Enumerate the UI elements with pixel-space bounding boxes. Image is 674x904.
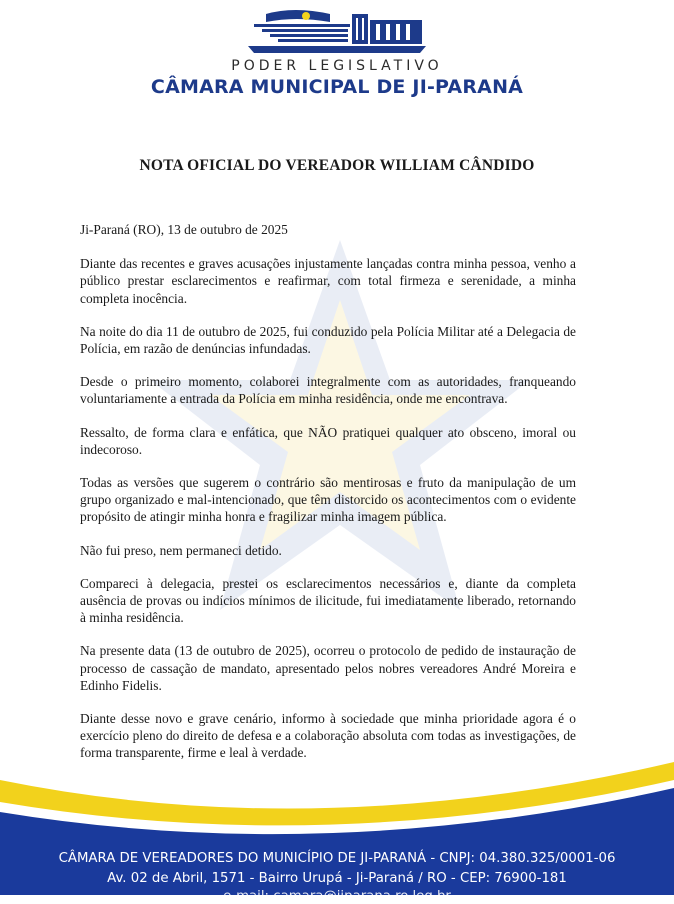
document-body [80, 221, 576, 778]
footer-email-line: e-mail: camara@jiparana.ro.leg.br [223, 889, 451, 904]
document-title: NOTA OFICIAL DO VEREADOR WILLIAM CÂNDIDO [139, 157, 535, 174]
paragraph: Diante das recentes e graves acusações injustamente lançadas contra minha pessoa, venho a público prestar esclarecimentos e reafirmar, com total firmeza e serenidade, a minha completa inocência. [80, 256, 576, 306]
paragraph: Ressalto, de forma clara e enfática, que NÃO pratiquei qualquer ato obsceno, imoral ou indecoroso. [80, 424, 576, 457]
letterhead [0, 0, 674, 110]
paragraph: Na noite do dia 11 de outubro de 2025, fui conduzido pela Polícia Militar até a Delegacia de Polícia, em razão de denúncias infundadas. [80, 323, 576, 357]
footer-address-line: Av. 02 de Abril, 1571 - Bairro Urupá - Ji-Paraná / RO - CEP: 76900-181 [107, 871, 567, 886]
paragraph: Não fui preso, nem permaneci detido. [80, 542, 282, 558]
date-line: Ji-Paraná (RO), 13 de outubro de 2025 [80, 222, 288, 237]
footer-cnpj-line: CÂMARA DE VEREADORES DO MUNICÍPIO DE JI-PARANÁ - CNPJ: 04.380.325/0001-06 [58, 851, 616, 866]
poder-legislativo-label: PODER LEGISLATIVO [231, 58, 443, 74]
institution-name: CÂMARA MUNICIPAL DE JI-PARANÁ [150, 76, 524, 98]
chamber-building-logo [244, 8, 430, 54]
paragraph: Desde o primeiro momento, colaborei integralmente com as autoridades, franqueando voluntariamente a entrada da Polícia em minha residência, onde me encontrava. [80, 374, 576, 407]
paragraph: Na presente data (13 de outubro de 2025), ocorreu o protocolo de pedido de instauração de processo de cassação de mandato, apresentado pelos nobres vereadores André Moreira e Edinho Fidelis. [80, 643, 576, 693]
paragraph: Diante desse novo e grave cenário, informo à sociedade que minha prioridade agora é o exercício pleno do direito de defesa e a colaboração absoluta com todas as investigações, de forma transparente, firme e leal à verdade. [80, 711, 576, 761]
paragraph: Compareci à delegacia, prestei os esclarecimentos necessários e, diante da completa ausência de provas ou indícios mínimos de ilicitude, fui imediatamente liberado, retornando à minha residência. [80, 575, 576, 626]
paragraph: Todas as versões que sugerem o contrário são mentirosas e fruto da manipulação de um grupo organizado e mal-intencionado, que têm distorcido os acontecimentos com o evidente propósito de atingir minha honra e fragilizar minha imagem pública. [80, 475, 576, 525]
